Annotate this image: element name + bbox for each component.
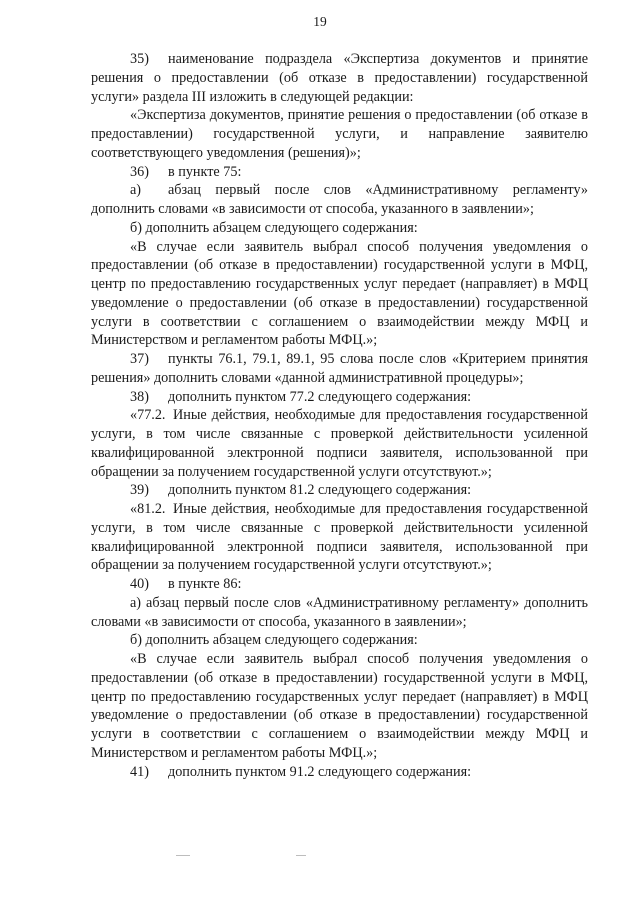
item-number: 38) <box>130 388 149 405</box>
paragraph-text: абзац первый после слов «Административному регламенту» дополнить словами «в зависимости от способа, указанного в заявлении»; <box>91 182 588 217</box>
paragraph-text: Иные действия, необходимые для предоставления государственной услуги, в том числе связанные с проверкой действительности усиленной квалифицированной электронной подписи заявителя, использованной при обращении за получением государственной услуги отсутствуют.»; <box>91 501 588 574</box>
paragraph-subitem-a-86 <box>91 594 588 632</box>
item-number: а) <box>130 182 142 199</box>
item-number: 41) <box>130 763 149 780</box>
item-number: 39) <box>130 482 149 499</box>
paragraph-quote-title <box>91 106 588 162</box>
paragraph-text: пункты 76.1, 79.1, 89.1, 95 слова после слов «Критерием принятия решения» дополнить словами «данной административной процедуры»; <box>91 351 588 386</box>
item-number: «81.2. <box>130 501 166 517</box>
paragraph-subitem-b-86 <box>91 631 588 650</box>
paragraph-text: б) дополнить абзацем следующего содержания: <box>130 219 418 236</box>
item-number: 40) <box>130 576 149 592</box>
paragraph-quote-mfc-86 <box>91 650 588 763</box>
paragraph-item-39 <box>91 481 588 500</box>
paragraph-text: а) абзац первый после слов «Административному регламенту» дополнить словами «в зависимости от способа, указанного в заявлении»; <box>91 594 588 630</box>
paragraph-text: б) дополнить абзацем следующего содержания: <box>130 632 418 649</box>
paragraph-item-40 <box>91 575 588 594</box>
paragraph-item-35 <box>91 50 588 106</box>
paragraph-point-77-2 <box>91 406 588 481</box>
paragraph-text: «Экспертиза документов, принятие решения о предоставлении (об отказе в предоставлении) государственной услуги, и направление заявителю соответствующего уведомления (решения)»; <box>91 107 588 161</box>
paragraph-text: дополнить пунктом 81.2 следующего содержания: <box>168 482 472 499</box>
item-number: 36) <box>130 163 149 180</box>
paragraph-text: «В случае если заявитель выбрал способ получения уведомления о предоставлении (об отказе в предоставлении) государственной услуги в МФЦ, центр по предоставлению государственных услуг передает (направляет) в МФЦ уведомление о предоставлении (об отказе в предоставлении) государственной услуги в соответствии с соглашением о взаимодействии между МФЦ и Министерством и регламентом работы МФЦ.»; <box>91 238 588 349</box>
page-number: 19 <box>313 14 327 29</box>
paragraph-text: в пункте 75: <box>168 163 242 180</box>
scan-artifact <box>176 855 190 856</box>
paragraph-text: дополнить пунктом 77.2 следующего содержания: <box>168 388 472 405</box>
paragraph-quote-mfc <box>91 238 588 351</box>
document-body <box>91 50 588 781</box>
paragraph-text: «В случае если заявитель выбрал способ получения уведомления о предоставлении (об отказе в предоставлении) государственной услуги в МФЦ, центр по предоставлению государственных услуг передает (направляет) в МФЦ уведомление о предоставлении (об отказе в предоставлении) государственной услуги в соответствии с соглашением о взаимодействии между МФЦ и Министерством и регламентом работы МФЦ.»; <box>91 651 588 761</box>
paragraph-point-81-2 <box>91 500 588 575</box>
paragraph-text: дополнить пунктом 91.2 следующего содержания: <box>168 763 472 780</box>
scan-artifact <box>296 855 306 856</box>
paragraph-item-41 <box>91 763 588 782</box>
paragraph-text: наименование подраздела «Экспертиза документов и принятие решения о предоставлении (об отказе в предоставлении) государственной услуги» раздела III изложить в следующей редакции: <box>91 51 588 105</box>
paragraph-item-36 <box>91 163 588 182</box>
paragraph-item-37 <box>91 350 588 388</box>
item-number: 37) <box>130 351 149 367</box>
item-number: «77.2. <box>130 407 166 424</box>
paragraph-subitem-a <box>91 181 588 219</box>
item-number: 35) <box>130 51 149 67</box>
paragraph-subitem-b <box>91 219 588 238</box>
paragraph-text: Иные действия, необходимые для предоставления государственной услуги, в том числе связанные с проверкой действительности усиленной квалифицированной электронной подписи заявителя, использованной при обращении за получением государственной услуги отсутствуют.»; <box>91 407 588 480</box>
paragraph-item-38 <box>91 388 588 407</box>
paragraph-text: в пункте 86: <box>168 576 242 592</box>
